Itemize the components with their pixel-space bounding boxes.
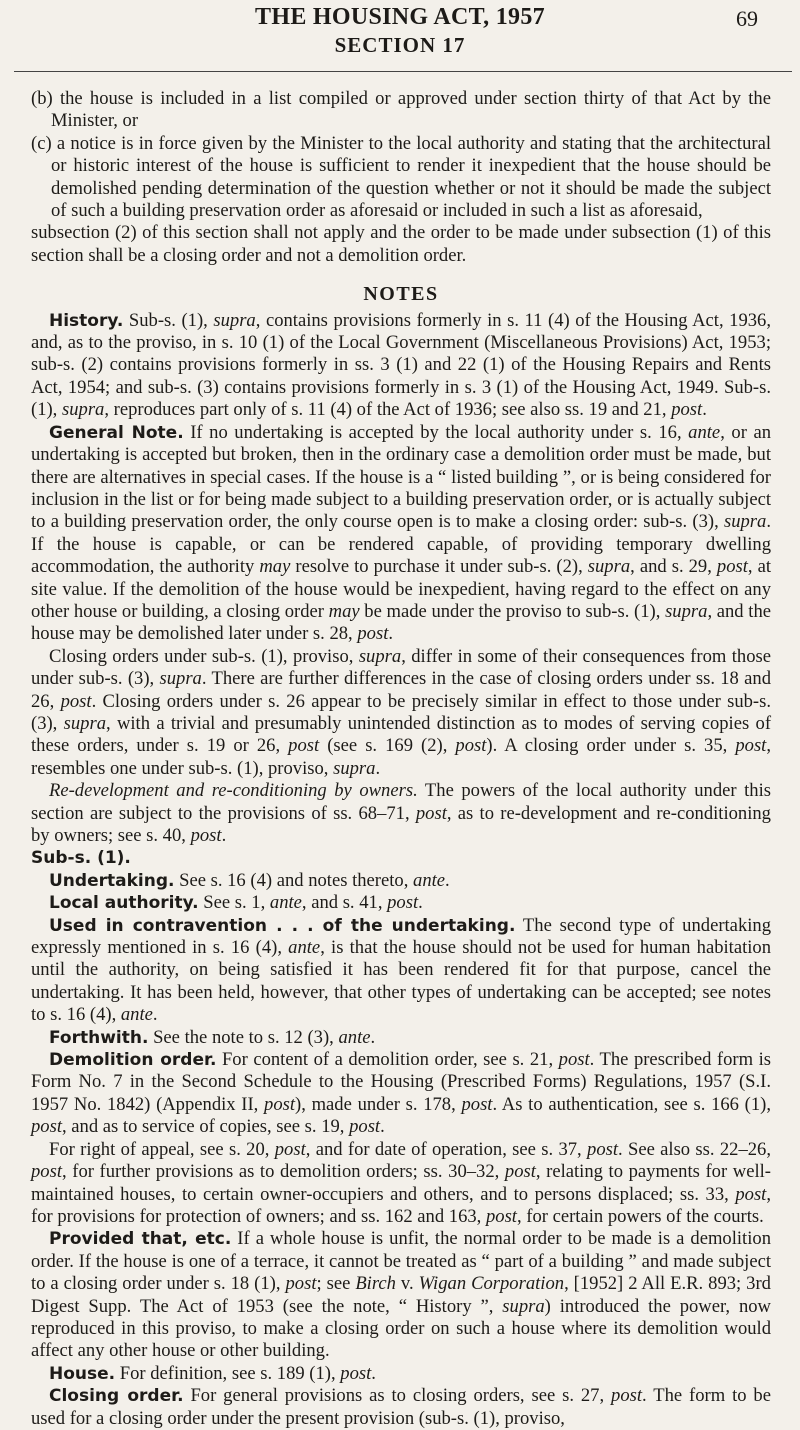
note-text: ) introduced the power, now reproduced in this proviso, to make a closing order on such a house where its demolition would affect any other house or other building. bbox=[31, 1295, 771, 1362]
note-italic: post bbox=[357, 623, 389, 645]
note-italic: ante bbox=[413, 869, 446, 891]
note-text: resolve to purchase it under sub-s. (2), bbox=[290, 556, 588, 578]
note-provided-that bbox=[31, 1228, 771, 1362]
note-forthwith bbox=[31, 1027, 771, 1049]
note-italic: post bbox=[461, 1093, 493, 1115]
note-text: For content of a demolition order, see s. 21, bbox=[216, 1049, 559, 1071]
note-text: , and the house may be demolished later under s. 28, bbox=[31, 600, 772, 645]
note-italic: Wigan Corporation bbox=[418, 1273, 565, 1295]
note-italic: post bbox=[288, 735, 320, 757]
note-text: See s. 1, bbox=[198, 892, 270, 914]
note-italic: Birch bbox=[355, 1273, 396, 1295]
note-text: If a whole house is unfit, the normal order to be made is a demolition order. If the house is one of a terrace, it cannot be treated as “ part of a building ” and made subject to a closing order under s. 18 (1), bbox=[31, 1228, 771, 1295]
note-text: , with a trivial and presumably unintended distinction as to modes of serving copies of these orders, under s. 19 or 26, bbox=[31, 712, 772, 757]
note-text: , and s. 29, bbox=[630, 556, 717, 578]
notes-heading: NOTES bbox=[363, 283, 439, 306]
note-italic-heading: Re-development and re-conditioning by owners. bbox=[49, 780, 418, 802]
note-text: . bbox=[371, 1362, 376, 1384]
note-text: , for further provisions as to demolition orders; ss. 30–32, bbox=[62, 1161, 505, 1183]
note-italic: may bbox=[328, 600, 360, 622]
note-italic: supra bbox=[502, 1295, 545, 1317]
note-keyword: Used in contravention . . . of the undertaking. bbox=[49, 915, 516, 936]
note-appeal bbox=[31, 1139, 771, 1229]
note-italic: post bbox=[60, 690, 92, 712]
note-text: , and s. 41, bbox=[301, 892, 388, 914]
note-text: , and as to service of copies, see s. 19, bbox=[62, 1116, 350, 1138]
note-history bbox=[31, 310, 771, 422]
note-text: For definition, see s. 189 (1), bbox=[115, 1362, 341, 1384]
note-italic: post bbox=[349, 1116, 381, 1138]
note-text: . If the house is capable, or can be rendered capable, of providing temporary dwelling accommodation, the authority bbox=[31, 511, 771, 578]
note-keyword: General Note. bbox=[49, 422, 184, 443]
note-text: . Closing orders under s. 26 appear to be precisely similar in effect to those under sub-s. (3), bbox=[31, 690, 771, 734]
note-text: Sub-s. (1), bbox=[123, 309, 214, 331]
note-italic: may bbox=[259, 556, 291, 578]
header-rule bbox=[14, 71, 792, 72]
note-text: . As to authentication, see s. 166 (1), bbox=[492, 1093, 772, 1115]
note-text: If no undertaking is accepted by the local authority under s. 16, bbox=[183, 421, 689, 443]
note-text: , and for date of operation, see s. 37, bbox=[305, 1138, 588, 1160]
note-italic: post bbox=[264, 1093, 296, 1115]
note-italic: supra bbox=[61, 399, 105, 421]
note-italic: ante bbox=[120, 1004, 153, 1026]
note-text: , contains provisions formerly in s. 11 (4) of the Housing Act, 1936, and, as to the proviso, in s. 10 (1) of the Local Government (Miscellaneous Provisions) Act, 1953; sub-s. (2) contains provisions formerly in ss. 3 (1) and 22 (1) of the Housing Repairs and Rents Act, 1954; and sub-s. (3) contains provisions formerly in s. 3 (1) of the Housing Act, 1949. Sub-s. (1), bbox=[31, 309, 771, 421]
note-local-authority bbox=[31, 892, 771, 914]
note-keyword: Demolition order. bbox=[49, 1050, 217, 1071]
note-italic: supra bbox=[665, 600, 708, 622]
note-italic: ante bbox=[288, 937, 321, 959]
note-text: Closing orders under sub-s. (1), proviso, bbox=[49, 645, 359, 667]
note-text: , for provisions for protection of owners; and ss. 162 and 163, bbox=[31, 1183, 771, 1227]
note-text: , is that the house should not be used for human habitation until the authority, on being satisfied it has been rendered fit for that purpose, cancel the undertaking. It has been held, however, that other types of undertaking can be accepted; see notes to s. 16 (4), bbox=[31, 937, 771, 1026]
note-italic: supra bbox=[159, 668, 202, 690]
note-undertaking bbox=[31, 870, 771, 892]
note-text: , or an undertaking is accepted but broken, then in the ordinary case a demolition order must be made, but there are alternatives in special cases. If the house is a “ listed building ”, or is being considered for inclusion in the list or for being made subject to a building preservation order, or is actually subject to a building preservation order, the only course open is to make a closing order: sub-s. (3), bbox=[31, 421, 771, 533]
note-text: See the note to s. 12 (3), bbox=[148, 1026, 339, 1048]
note-keyword: Sub-s. (1). bbox=[31, 848, 131, 869]
note-text: v. bbox=[395, 1273, 419, 1295]
note-italic: post bbox=[671, 399, 703, 421]
note-italic: post bbox=[415, 802, 447, 824]
note-text: The powers of the local authority under this section are subject to the provisions of ss. 68–71, bbox=[31, 780, 771, 824]
note-general bbox=[31, 422, 771, 646]
note-italic: post bbox=[274, 1138, 306, 1160]
note-text: For general provisions as to closing orders, see s. 27, bbox=[183, 1385, 612, 1407]
note-text: , as to re-development and re-conditioning by owners; see s. 40, bbox=[31, 802, 771, 846]
note-italic: supra bbox=[358, 645, 402, 667]
note-italic: post bbox=[611, 1385, 643, 1407]
note-keyword: Forthwith. bbox=[49, 1027, 149, 1048]
note-text: . See also ss. 22–26, bbox=[618, 1138, 772, 1160]
note-italic: post bbox=[455, 735, 487, 757]
note-text: . bbox=[445, 869, 450, 891]
note-text: The second type of undertaking expressly mentioned in s. 16 (4), bbox=[31, 914, 771, 959]
note-keyword: Local authority. bbox=[49, 893, 199, 914]
note-keyword: Closing order. bbox=[49, 1386, 184, 1407]
section-heading: SECTION 17 bbox=[334, 33, 466, 57]
note-italic: post bbox=[485, 1205, 517, 1227]
note-italic: supra bbox=[63, 712, 107, 734]
note-house bbox=[31, 1363, 771, 1385]
note-italic: post bbox=[31, 1116, 62, 1138]
note-text: ). A closing order under s. 35, bbox=[486, 735, 736, 757]
note-text: . The form to be used for a closing order under the present provision (sub-s. (1), proviso, bbox=[31, 1385, 771, 1429]
note-text: , differ in some of their consequences from those under sub-s. (3), bbox=[31, 645, 771, 690]
statute-item-c: (c) a notice is in force given by the Minister to the local authority and stating that the architectural or historic interest of the house is sufficient to render it inexpedient that the house should be demolished pending determination of the question whether or not it should be made the subject of such a building preservation order as aforesaid or included in such a list as aforesaid, bbox=[31, 132, 771, 222]
note-keyword: Provided that, etc. bbox=[49, 1229, 232, 1250]
note-italic: supra bbox=[333, 757, 376, 779]
note-italic: post bbox=[587, 1138, 619, 1160]
note-italic: supra bbox=[213, 309, 256, 331]
note-italic: post bbox=[285, 1273, 317, 1295]
note-text: , relating to payments for well-maintained houses, to certain owner-occupiers and others, and to persons displaced; ss. 33, bbox=[31, 1161, 771, 1205]
note-text: (see s. 169 (2), bbox=[319, 735, 456, 757]
note-text: , reproduces part only of s. 11 (4) of the Act of 1936; see also ss. 19 and 21, bbox=[104, 399, 672, 421]
page-body bbox=[31, 88, 771, 1430]
note-contravention bbox=[31, 915, 771, 1027]
note-italic: post bbox=[716, 556, 748, 578]
note-keyword: House. bbox=[49, 1363, 116, 1384]
note-text: See s. 16 (4) and notes thereto, bbox=[174, 869, 414, 891]
page-number: 69 bbox=[736, 6, 758, 31]
running-title: THE HOUSING ACT, 1957 bbox=[255, 4, 545, 30]
note-text: , [1952] 2 All E.R. 893; 3rd Digest Supp. The Act of 1953 (see the note, “ History ”, bbox=[31, 1273, 771, 1317]
note-text: ; see bbox=[316, 1273, 356, 1295]
note-italic: post bbox=[190, 825, 222, 846]
note-keyword: Undertaking. bbox=[49, 870, 175, 891]
note-text: , for certain powers of the courts. bbox=[516, 1205, 764, 1227]
running-head bbox=[0, 4, 800, 74]
note-text: . bbox=[370, 1026, 376, 1048]
note-text: . The prescribed form is Form No. 7 in the Second Schedule to the Housing (Prescribed Forms) Regulations, 1957 (S.I. 1957 No. 1842) (Appendix II, bbox=[31, 1049, 771, 1115]
note-closing-orders bbox=[31, 646, 771, 780]
note-text: . bbox=[221, 825, 227, 846]
note-italic: supra bbox=[723, 511, 767, 533]
note-text: , resembles one under sub-s. (1), proviso, bbox=[31, 735, 771, 779]
note-italic: supra bbox=[587, 556, 631, 578]
note-italic: post bbox=[31, 1161, 62, 1183]
note-text: For right of appeal, see s. 20, bbox=[49, 1138, 275, 1160]
note-italic: ante bbox=[688, 421, 721, 443]
note-demolition-order bbox=[31, 1049, 771, 1139]
note-italic: post bbox=[735, 1183, 767, 1205]
note-italic: post bbox=[558, 1049, 590, 1071]
note-text: . bbox=[375, 757, 381, 779]
note-closing-order bbox=[31, 1385, 771, 1430]
note-italic: ante bbox=[269, 892, 302, 914]
note-italic: ante bbox=[338, 1026, 371, 1048]
statute-item-b: (b) the house is included in a list compiled or approved under section thirty of that Act by the Minister, or bbox=[31, 88, 771, 132]
note-text: . bbox=[388, 623, 394, 645]
note-text: . bbox=[702, 399, 707, 421]
note-italic: post bbox=[387, 892, 419, 914]
note-text: . bbox=[380, 1116, 385, 1138]
note-italic: post bbox=[340, 1362, 372, 1384]
note-text: . bbox=[152, 1004, 158, 1026]
note-keyword: History. bbox=[49, 310, 124, 331]
statute-closing-text: subsection (2) of this section shall not apply and the order to be made under subsection (1) of this section shall be a closing order and not a demolition order. bbox=[31, 222, 771, 266]
note-text: ), made under s. 178, bbox=[295, 1093, 462, 1115]
note-italic: post bbox=[504, 1161, 536, 1183]
note-text: . There are further differences in the case of closing orders under ss. 18 and 26, bbox=[31, 668, 772, 712]
note-redevelopment bbox=[31, 780, 771, 847]
note-text: , at site value. If the demolition of the house would be inexpedient, having regard to the effect on any other house or building, a closing order bbox=[31, 556, 772, 622]
note-italic: post bbox=[735, 735, 767, 757]
note-subsection-heading bbox=[31, 847, 771, 869]
note-text: be made under the proviso to sub-s. (1), bbox=[359, 600, 666, 622]
note-text: . bbox=[418, 892, 423, 914]
